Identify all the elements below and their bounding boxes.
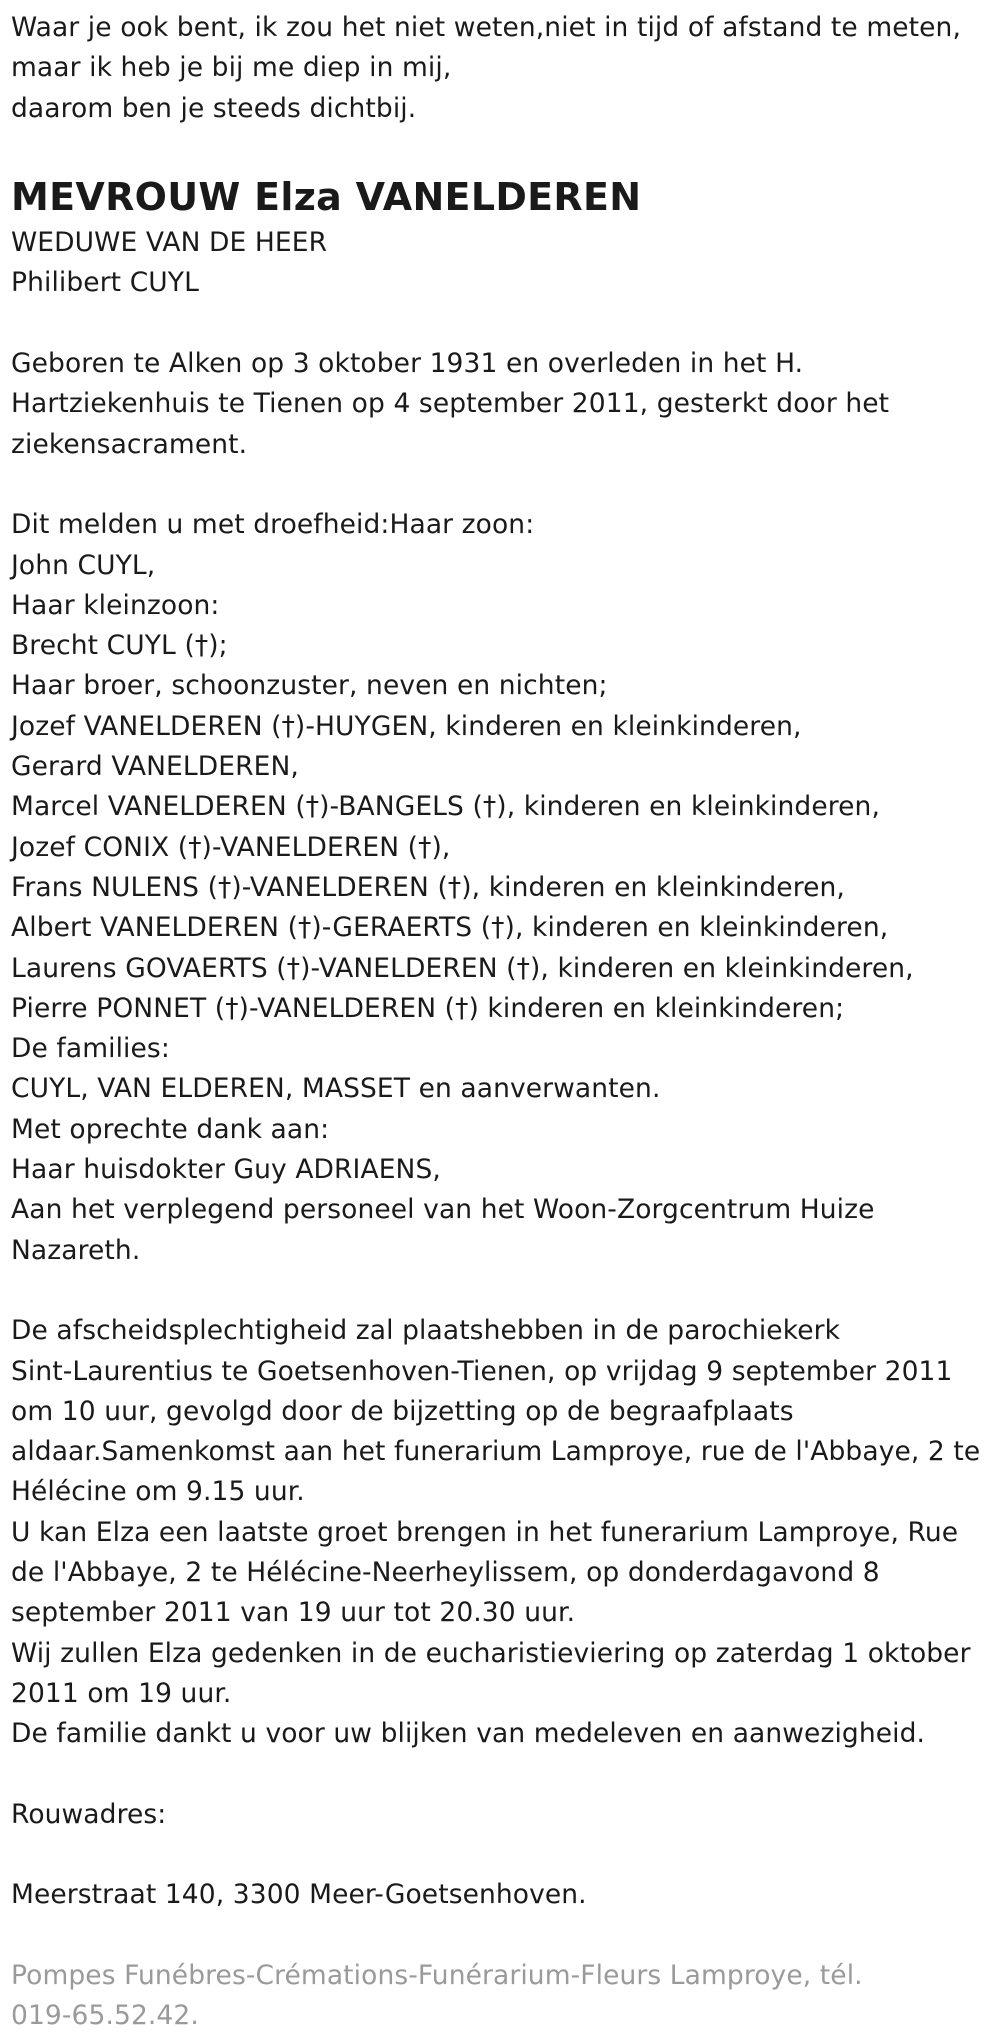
spacer (11, 1835, 967, 1875)
spacer (11, 1271, 967, 1311)
text-line: Hartziekenhuis te Tienen op 4 september 2011, gesterkt door het (11, 388, 890, 420)
family-line: Haar huisdokter Guy ADRIAENS, (11, 1154, 441, 1186)
footer-line: 019-65.52.42. (11, 2000, 199, 2032)
address-value: Meerstraat 140, 3300 Meer-Goetsenhoven. (11, 1879, 587, 1911)
family-list (11, 505, 967, 1271)
family-line: Haar broer, schoonzuster, neven en nichten; (11, 670, 608, 702)
ceremony-line: om 10 uur, gevolgd door de bijzetting op de begraafplaats (11, 1395, 794, 1427)
ceremony-line: U kan Elza een laatste groet brengen in het funerarium Lamproye, Rue (11, 1516, 959, 1548)
family-line: Dit melden u met droefheid:Haar zoon: (11, 509, 535, 541)
family-line: Nazareth. (11, 1234, 141, 1266)
family-line: John CUYL, (11, 549, 156, 581)
ceremony-line: 2011 om 19 uur. (11, 1677, 232, 1709)
mourning-address (11, 1795, 967, 1916)
address-label: Rouwadres: (11, 1798, 167, 1830)
deceased-name: MEVROUW Elza VANELDEREN (11, 175, 642, 220)
poem-line: daarom ben je steeds dichtbij. (11, 92, 417, 124)
ceremony-line: Sint-Laurentius te Goetsenhoven-Tienen, op vrijdag 9 september 2011 (11, 1355, 953, 1387)
ceremony-line: september 2011 van 19 uur tot 20.30 uur. (11, 1597, 576, 1629)
family-line: CUYL, VAN ELDEREN, MASSET en aanverwanten. (11, 1073, 661, 1105)
spacer (11, 1754, 967, 1794)
family-line: Marcel VANELDEREN (†)-BANGELS (†), kinderen en kleinkinderen, (11, 791, 880, 823)
ceremony-line: de l'Abbaye, 2 te Hélécine-Neerheylissem, op donderdagavond 8 (11, 1556, 880, 1588)
family-line: Met oprechte dank aan: (11, 1113, 330, 1145)
poem (11, 8, 967, 129)
spacer (11, 1916, 967, 1956)
ceremony-line: Hélécine om 9.15 uur. (11, 1476, 305, 1508)
ceremony-line: Wij zullen Elza gedenken in de eucharistieviering op zaterdag 1 oktober (11, 1637, 971, 1669)
family-line: Laurens GOVAERTS (†)-VANELDEREN (†), kinderen en kleinkinderen, (11, 952, 914, 984)
family-line: Aan het verplegend personeel van het Woon-Zorgcentrum Huize (11, 1194, 875, 1226)
family-line: Frans NULENS (†)-VANELDEREN (†), kinderen en kleinkinderen, (11, 871, 845, 903)
family-line: Jozef VANELDEREN (†)-HUYGEN, kinderen en kleinkinderen, (11, 710, 802, 742)
ceremony-line: aldaar.Samenkomst aan het funerarium Lamproye, rue de l'Abbaye, 2 te (11, 1436, 981, 1468)
family-line: Pierre PONNET (†)-VANELDEREN (†) kinderen en kleinkinderen; (11, 992, 845, 1024)
family-line: De families: (11, 1033, 170, 1065)
deceased-subtitle: WEDUWE VAN DE HEER (11, 227, 328, 259)
poem-line: maar ik heb je bij me diep in mij, (11, 52, 452, 84)
poem-line: Waar je ook bent, ik zou het niet weten,niet in tijd of afstand te meten, (11, 12, 961, 43)
family-line: Jozef CONIX (†)-VANELDEREN (†), (11, 831, 451, 863)
family-line: Gerard VANELDEREN, (11, 751, 299, 783)
family-line: Haar kleinzoon: (11, 589, 220, 621)
text-line: Geboren te Alken op 3 oktober 1931 en overleden in het H. (11, 348, 804, 380)
spacer (11, 465, 967, 505)
ceremony-line: De familie dankt u voor uw blijken van medeleven en aanwezigheid. (11, 1718, 926, 1750)
birth-death-paragraph (11, 344, 967, 465)
ceremony-paragraph (11, 1311, 981, 1754)
footer-line: Pompes Funébres-Crémations-Funérarium-Fleurs Lamproye, tél. (11, 1959, 863, 1991)
spacer (11, 304, 967, 344)
ceremony-line: De afscheidsplechtigheid zal plaatshebben in de parochiekerk (11, 1315, 841, 1347)
family-line: Brecht CUYL (†); (11, 630, 228, 662)
spacer (11, 129, 967, 169)
family-line: Albert VANELDEREN (†)-GERAERTS (†), kinderen en kleinkinderen, (11, 912, 889, 944)
deceased-subtitle: Philibert CUYL (11, 267, 199, 299)
text-line: ziekensacrament. (11, 428, 248, 460)
funeral-home-footer (11, 1956, 967, 2037)
deceased-heading (11, 171, 967, 304)
